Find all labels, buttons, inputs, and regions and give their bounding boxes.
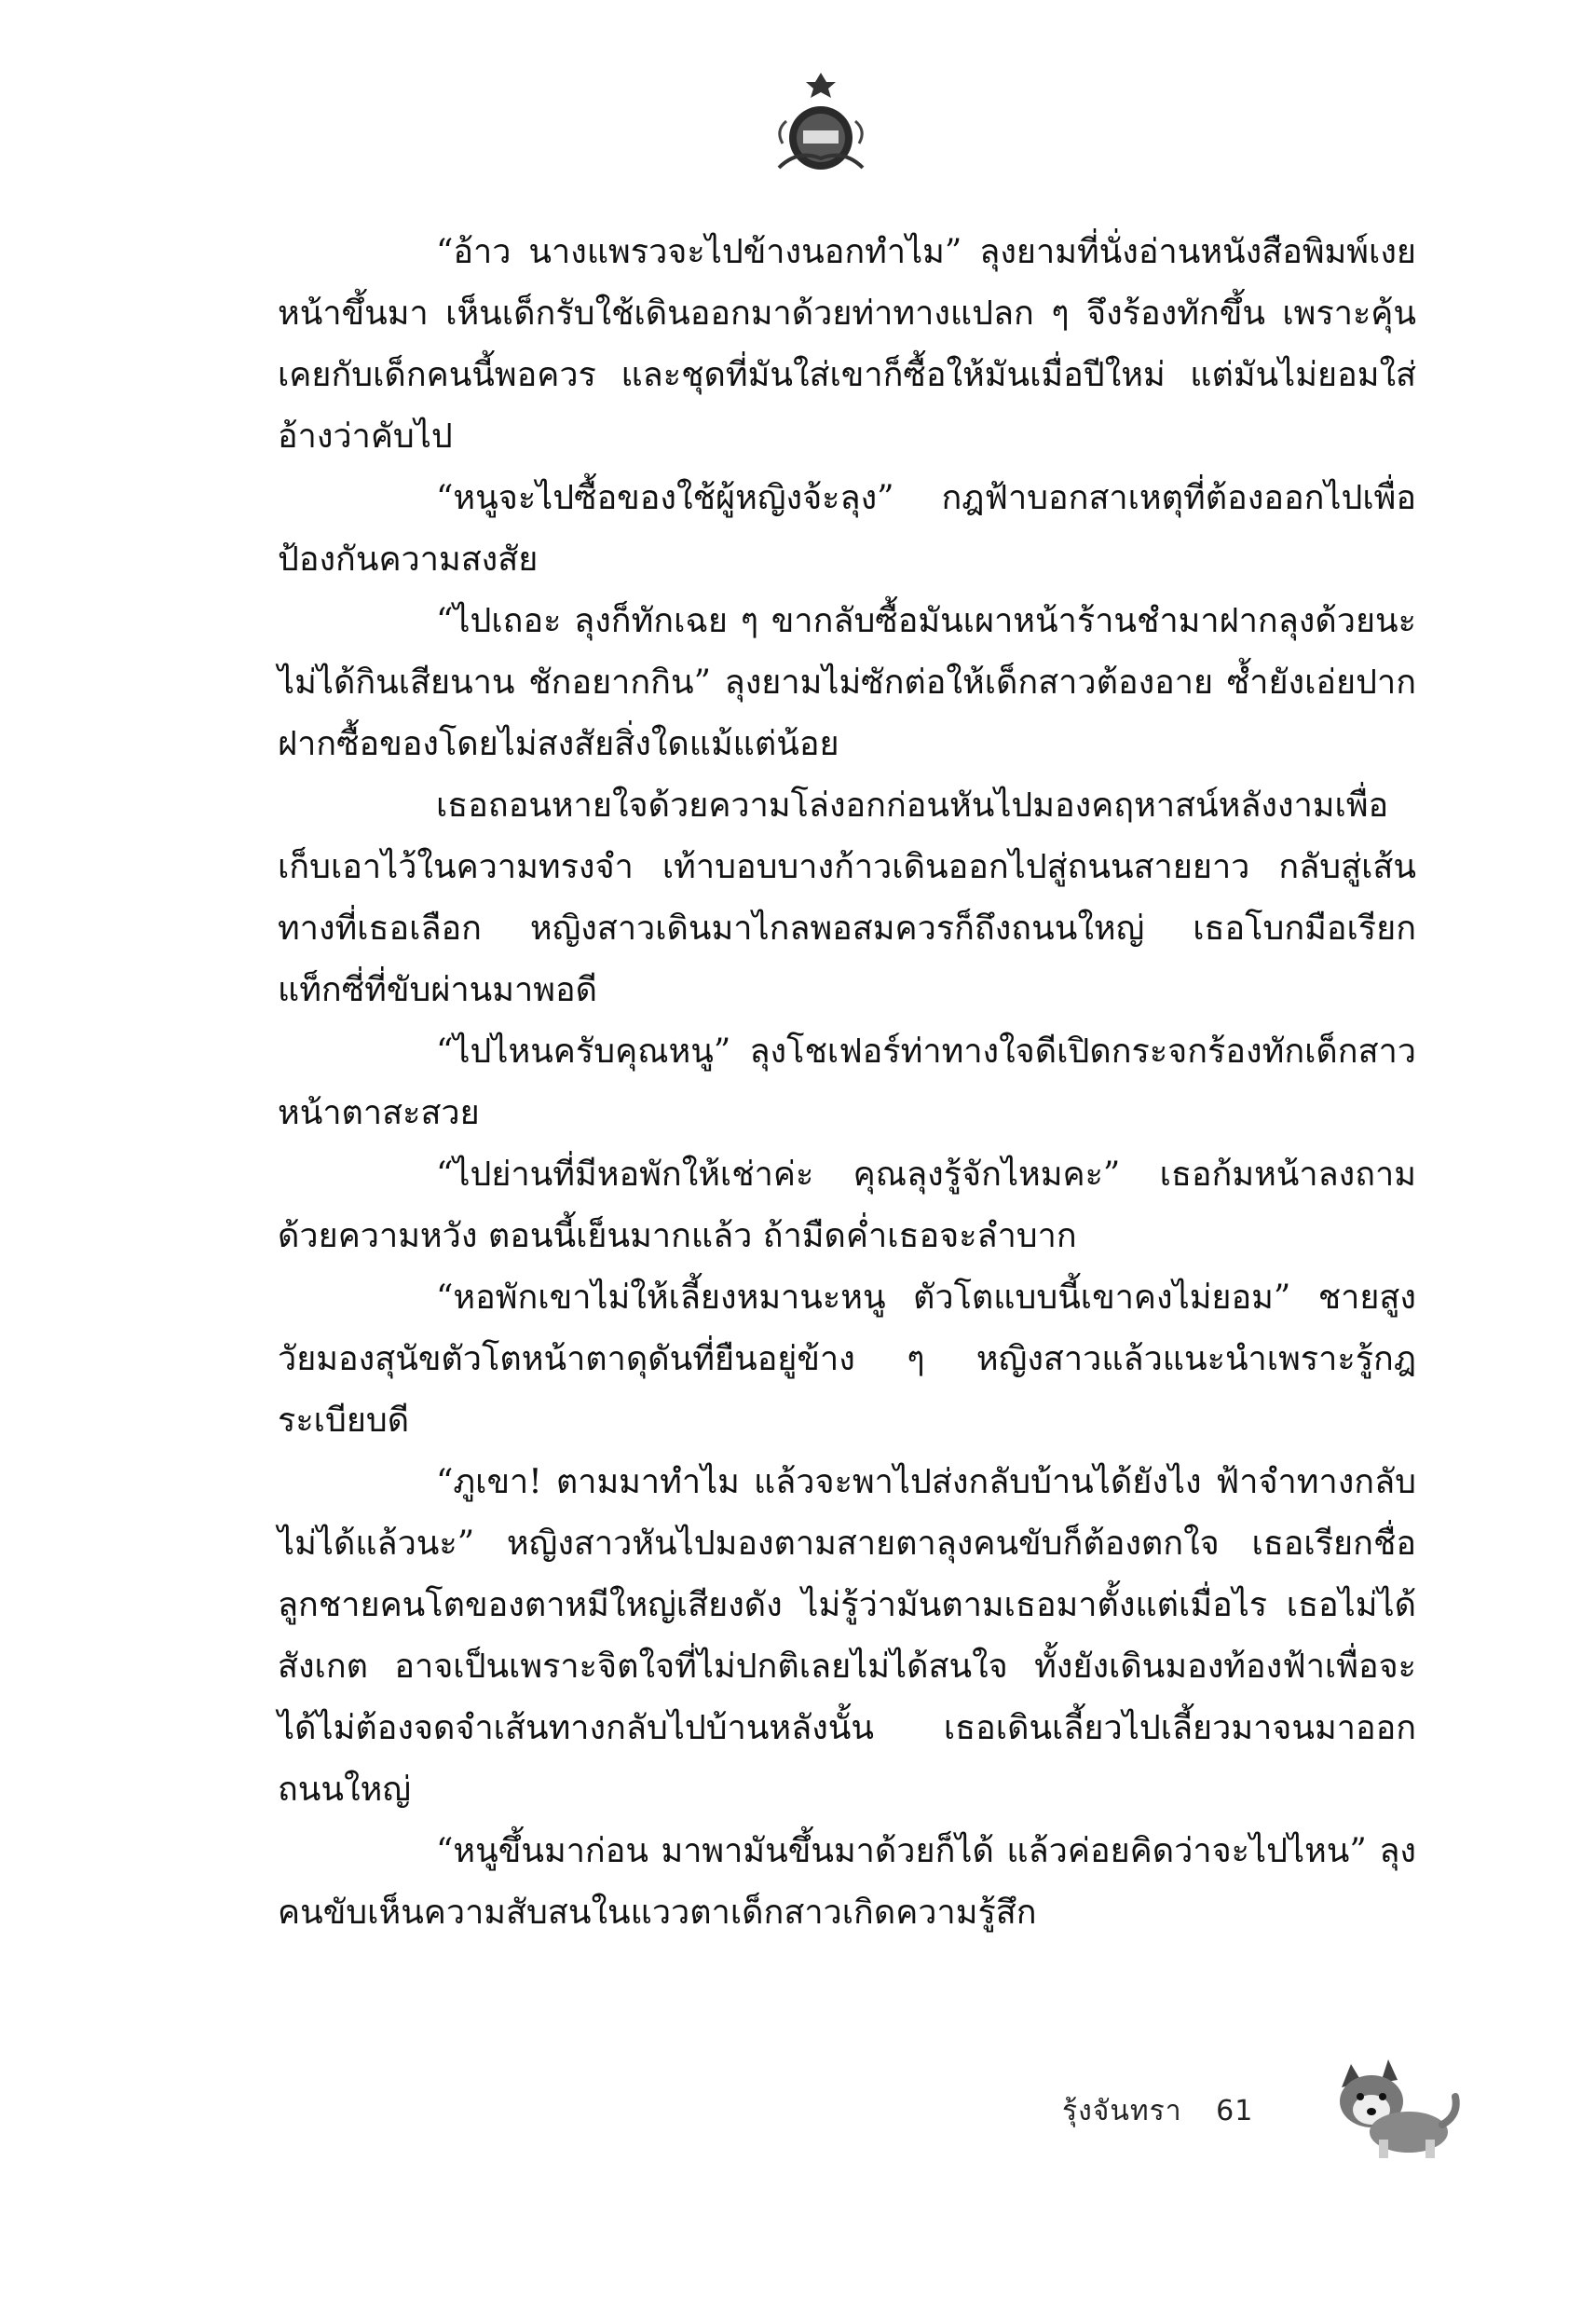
paragraph: “หนูจะไปซื้อของใช้ผู้หญิงจ้ะลุง” กฎฟ้าบอกสาเหตุที่ต้องออกไปเพื่อป้องกันความสงสัย — [278, 479, 1416, 579]
paragraph: เธอถอนหายใจด้วยความโล่งอกก่อนหันไปมองคฤหาสน์หลังงามเพื่อเก็บเอาไว้ในความทรงจำ เท้าบอบบางก้าวเดินออกไปสู่ถนนสายยาว กลับสู่เส้นทางที่เธอเลือก หญิงสาวเดินมาไกลพอสมควรก็ถึงถนนใหญ่ เธอโบกมือเรียกแท็กซี่ที่ขับผ่านมาพอดี — [278, 786, 1416, 1009]
husky-dog-icon — [1323, 2050, 1463, 2162]
paragraph: “ไปย่านที่มีหอพักให้เช่าค่ะ คุณลุงรู้จักไหมคะ” เธอก้มหน้าลงถามด้วยความหวัง ตอนนี้เย็นมากแล้ว ถ้ามืดค่ำเธอจะลำบาก — [278, 1156, 1416, 1255]
crest-emblem-icon — [770, 65, 872, 186]
book-title: รุ้งจันทรา — [1062, 2095, 1182, 2127]
paragraph: “อ้าว นางแพรวจะไปข้างนอกทำไม” ลุงยามที่นั่งอ่านหนังสือพิมพ์เงยหน้าขึ้นมา เห็นเด็กรับใช้เดินออกมาด้วยท่าทางแปลก ๆ จึงร้องทักขึ้น เพราะคุ้นเคยกับเด็กคนนี้พอควร และชุดที่มันใส่เขาก็ซื้อให้มันเมื่อปีใหม่ แต่มันไม่ยอมใส่ อ้างว่าคับไป — [278, 233, 1416, 456]
page-number: 61 — [1216, 2095, 1254, 2127]
page-footer — [1062, 2089, 1253, 2133]
paragraph: “หอพักเขาไม่ให้เลี้ยงหมานะหนู ตัวโตแบบนี้เขาคงไม่ยอม” ชายสูงวัยมองสุนัขตัวโตหน้าตาดุดันที่ยืนอยู่ข้าง ๆ หญิงสาวแล้วแนะนำเพราะรู้กฎระเบียบดี — [278, 1279, 1416, 1440]
paragraph: “ภูเขา! ตามมาทำไม แล้วจะพาไปส่งกลับบ้านได้ยังไง ฟ้าจำทางกลับไม่ได้แล้วนะ” หญิงสาวหันไปมองตามสายตาลุงคนขับก็ต้องตกใจ เธอเรียกชื่อลูกชายคนโตของตาหมีใหญ่เสียงดัง ไม่รู้ว่ามันตามเธอมาตั้งแต่เมื่อไร เธอไม่ได้สังเกต อาจเป็นเพราะจิตใจที่ไม่ปกติเลยไม่ได้สนใจ ทั้งยังเดินมองท้องฟ้าเพื่อจะได้ไม่ต้องจดจำเส้นทางกลับไปบ้านหลังนั้น เธอเดินเลี้ยวไปเลี้ยวมาจนมาออกถนนใหญ่ — [278, 1463, 1416, 1809]
paragraph: “หนูขึ้นมาก่อน มาพามันขึ้นมาด้วยก็ได้ แล้วค่อยคิดว่าจะไปไหน” ลุงคนขับเห็นความสับสนในแววตาเด็กสาวเกิดความรู้สึก — [278, 1832, 1416, 1932]
paragraph: “ไปไหนครับคุณหนู” ลุงโชเฟอร์ท่าทางใจดีเปิดกระจกร้องทักเด็กสาวหน้าตาสะสวย — [278, 1032, 1416, 1132]
chapter-text — [278, 222, 1416, 1944]
paragraph: “ไปเถอะ ลุงก็ทักเฉย ๆ ขากลับซื้อมันเผาหน้าร้านชำมาฝากลุงด้วยนะ ไม่ได้กินเสียนาน ชักอยากกิน” ลุงยามไม่ซักต่อให้เด็กสาวต้องอาย ซ้ำยังเอ่ยปากฝากซื้อของโดยไม่สงสัยสิ่งใดแม้แต่น้อย — [278, 602, 1416, 763]
